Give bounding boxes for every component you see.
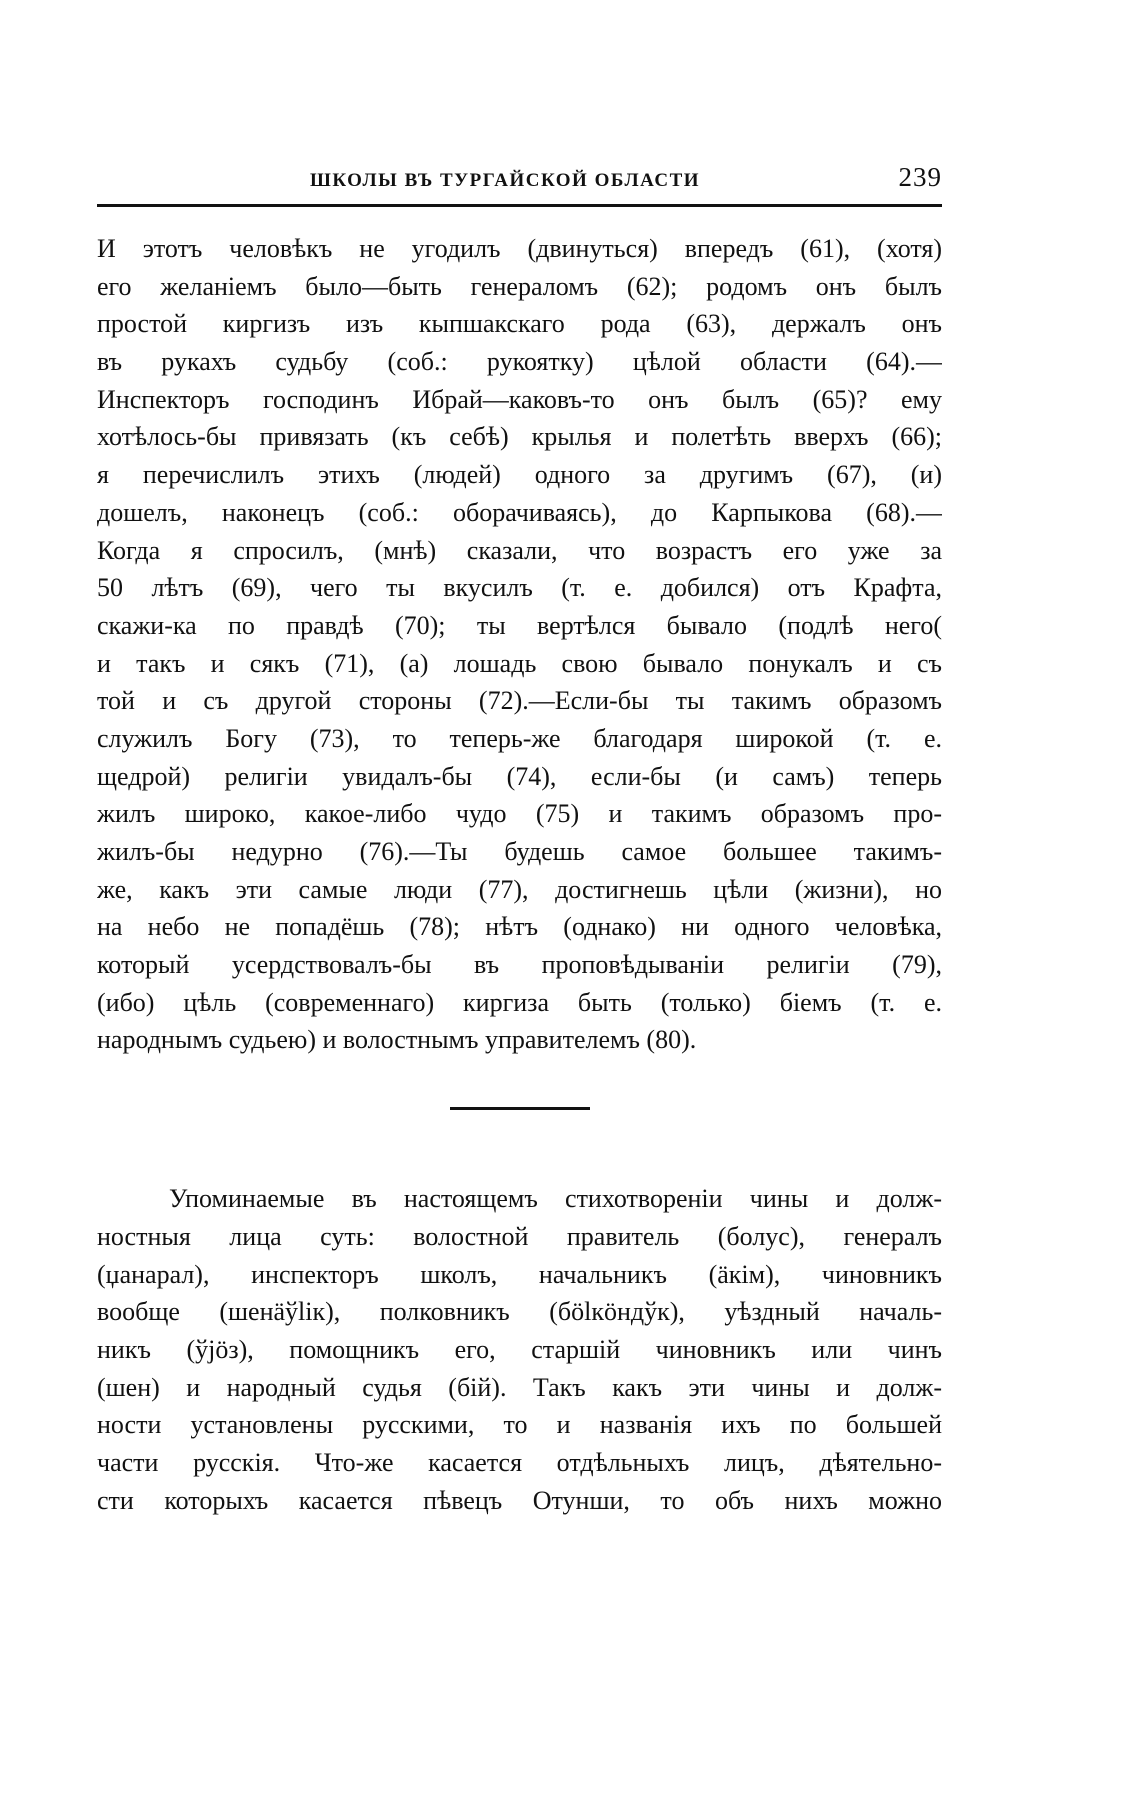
- text-line: Когда я спросилъ, (мнѣ) сказали, что возрастъ его уже за: [97, 535, 942, 565]
- text-line: на небо не попадёшь (78); нѣтъ (однако) ни одного человѣка,: [97, 912, 942, 942]
- text-line: же, какъ эти самые люди (77), достигнешь цѣли (жизни), но: [97, 874, 942, 904]
- text-line: ности установлены русскими, то и названія ихъ по большей: [97, 1410, 942, 1440]
- text-line: щедрой) религіи увидалъ-бы (74), если-бы (и самъ) теперь: [97, 761, 942, 791]
- text-line: вообще (шенäўlік), полковникъ (бölкöндўк), уѣздный началь-: [97, 1297, 942, 1327]
- text-line: (ибо) цѣль (современнаго) киргиза быть (только) біемъ (т. е.: [97, 987, 942, 1017]
- text-line: скажи-ка по правдѣ (70); ты вертѣлся бывало (подлѣ него(: [97, 610, 942, 640]
- text-line: хотѣлось-бы привязать (къ себѣ) крылья и полетѣть вверхъ (66);: [97, 422, 942, 452]
- text-line: Упоминаемые въ настоящемъ стихотвореніи чины и долж-: [169, 1184, 942, 1214]
- text-line: сти которыхъ касается пѣвецъ Отунши, то объ нихъ можно: [97, 1485, 942, 1515]
- text-line: никъ (ўјöз), помощникъ его, старшій чиновникъ или чинъ: [97, 1334, 942, 1364]
- text-line: (џанарал), инспекторъ школъ, начальникъ (äкім), чиновникъ: [97, 1259, 942, 1289]
- text-line: И этотъ человѣкъ не угодилъ (двинуться) впередъ (61), (хотя): [97, 234, 942, 263]
- text-line: Инспекторъ господинъ Ибрай—каковъ-то онъ былъ (65)? ему: [97, 384, 942, 414]
- text-line: той и съ другой стороны (72).—Если-бы ты такимъ образомъ: [97, 686, 942, 716]
- text-line: части русскія. Что-же касается отдѣльныхъ лицъ, дѣятельно-: [97, 1447, 942, 1477]
- header-rule: [97, 204, 942, 207]
- page-number: 239: [898, 162, 942, 192]
- text-line: и такъ и сякъ (71), (а) лошадь свою бывало понукалъ и съ: [97, 648, 942, 678]
- paragraph-commentary: [97, 1180, 942, 1519]
- page: [97, 160, 942, 1519]
- text-line: 50 лѣтъ (69), чего ты вкусилъ (т. е. добился) отъ Крафта,: [97, 573, 942, 603]
- text-line: жилъ широко, какое-либо чудо (75) и такимъ образомъ про-: [97, 799, 942, 829]
- text-line: простой киргизъ изъ кыпшакскаго рода (63), держалъ онъ: [97, 309, 942, 339]
- text-line: дошелъ, наконецъ (соб.: оборачиваясь), до Карпыкова (68).—: [97, 497, 942, 527]
- text-line: ностныя лица суть: волостной правитель (болус), генералъ: [97, 1221, 942, 1251]
- text-line: народнымъ судьею) и волостнымъ управителемъ (80).: [97, 1025, 697, 1055]
- text-line: его желаніемъ было—быть генераломъ (62); родомъ онъ былъ: [97, 271, 942, 301]
- text-line: жилъ-бы недурно (76).—Ты будешь самое большее такимъ-: [97, 837, 942, 866]
- running-head: [97, 160, 942, 200]
- text-line: (шен) и народный судья (бій). Такъ какъ эти чины и долж-: [97, 1372, 942, 1402]
- section-divider: [450, 1107, 590, 1110]
- paragraph-translation: [97, 230, 942, 1059]
- running-title: ШКОЛЫ ВЪ ТУРГАЙСКОЙ ОБЛАСТИ: [310, 170, 701, 191]
- text-line: который усердствовалъ-бы въ проповѣдываніи религіи (79),: [97, 950, 942, 980]
- text-line: я перечислилъ этихъ (людей) одного за другимъ (67), (и): [97, 460, 942, 490]
- text-line: служилъ Богу (73), то теперь-же благодаря широкой (т. е.: [97, 723, 942, 753]
- text-line: въ рукахъ судьбу (соб.: рукоятку) цѣлой области (64).—: [97, 347, 942, 377]
